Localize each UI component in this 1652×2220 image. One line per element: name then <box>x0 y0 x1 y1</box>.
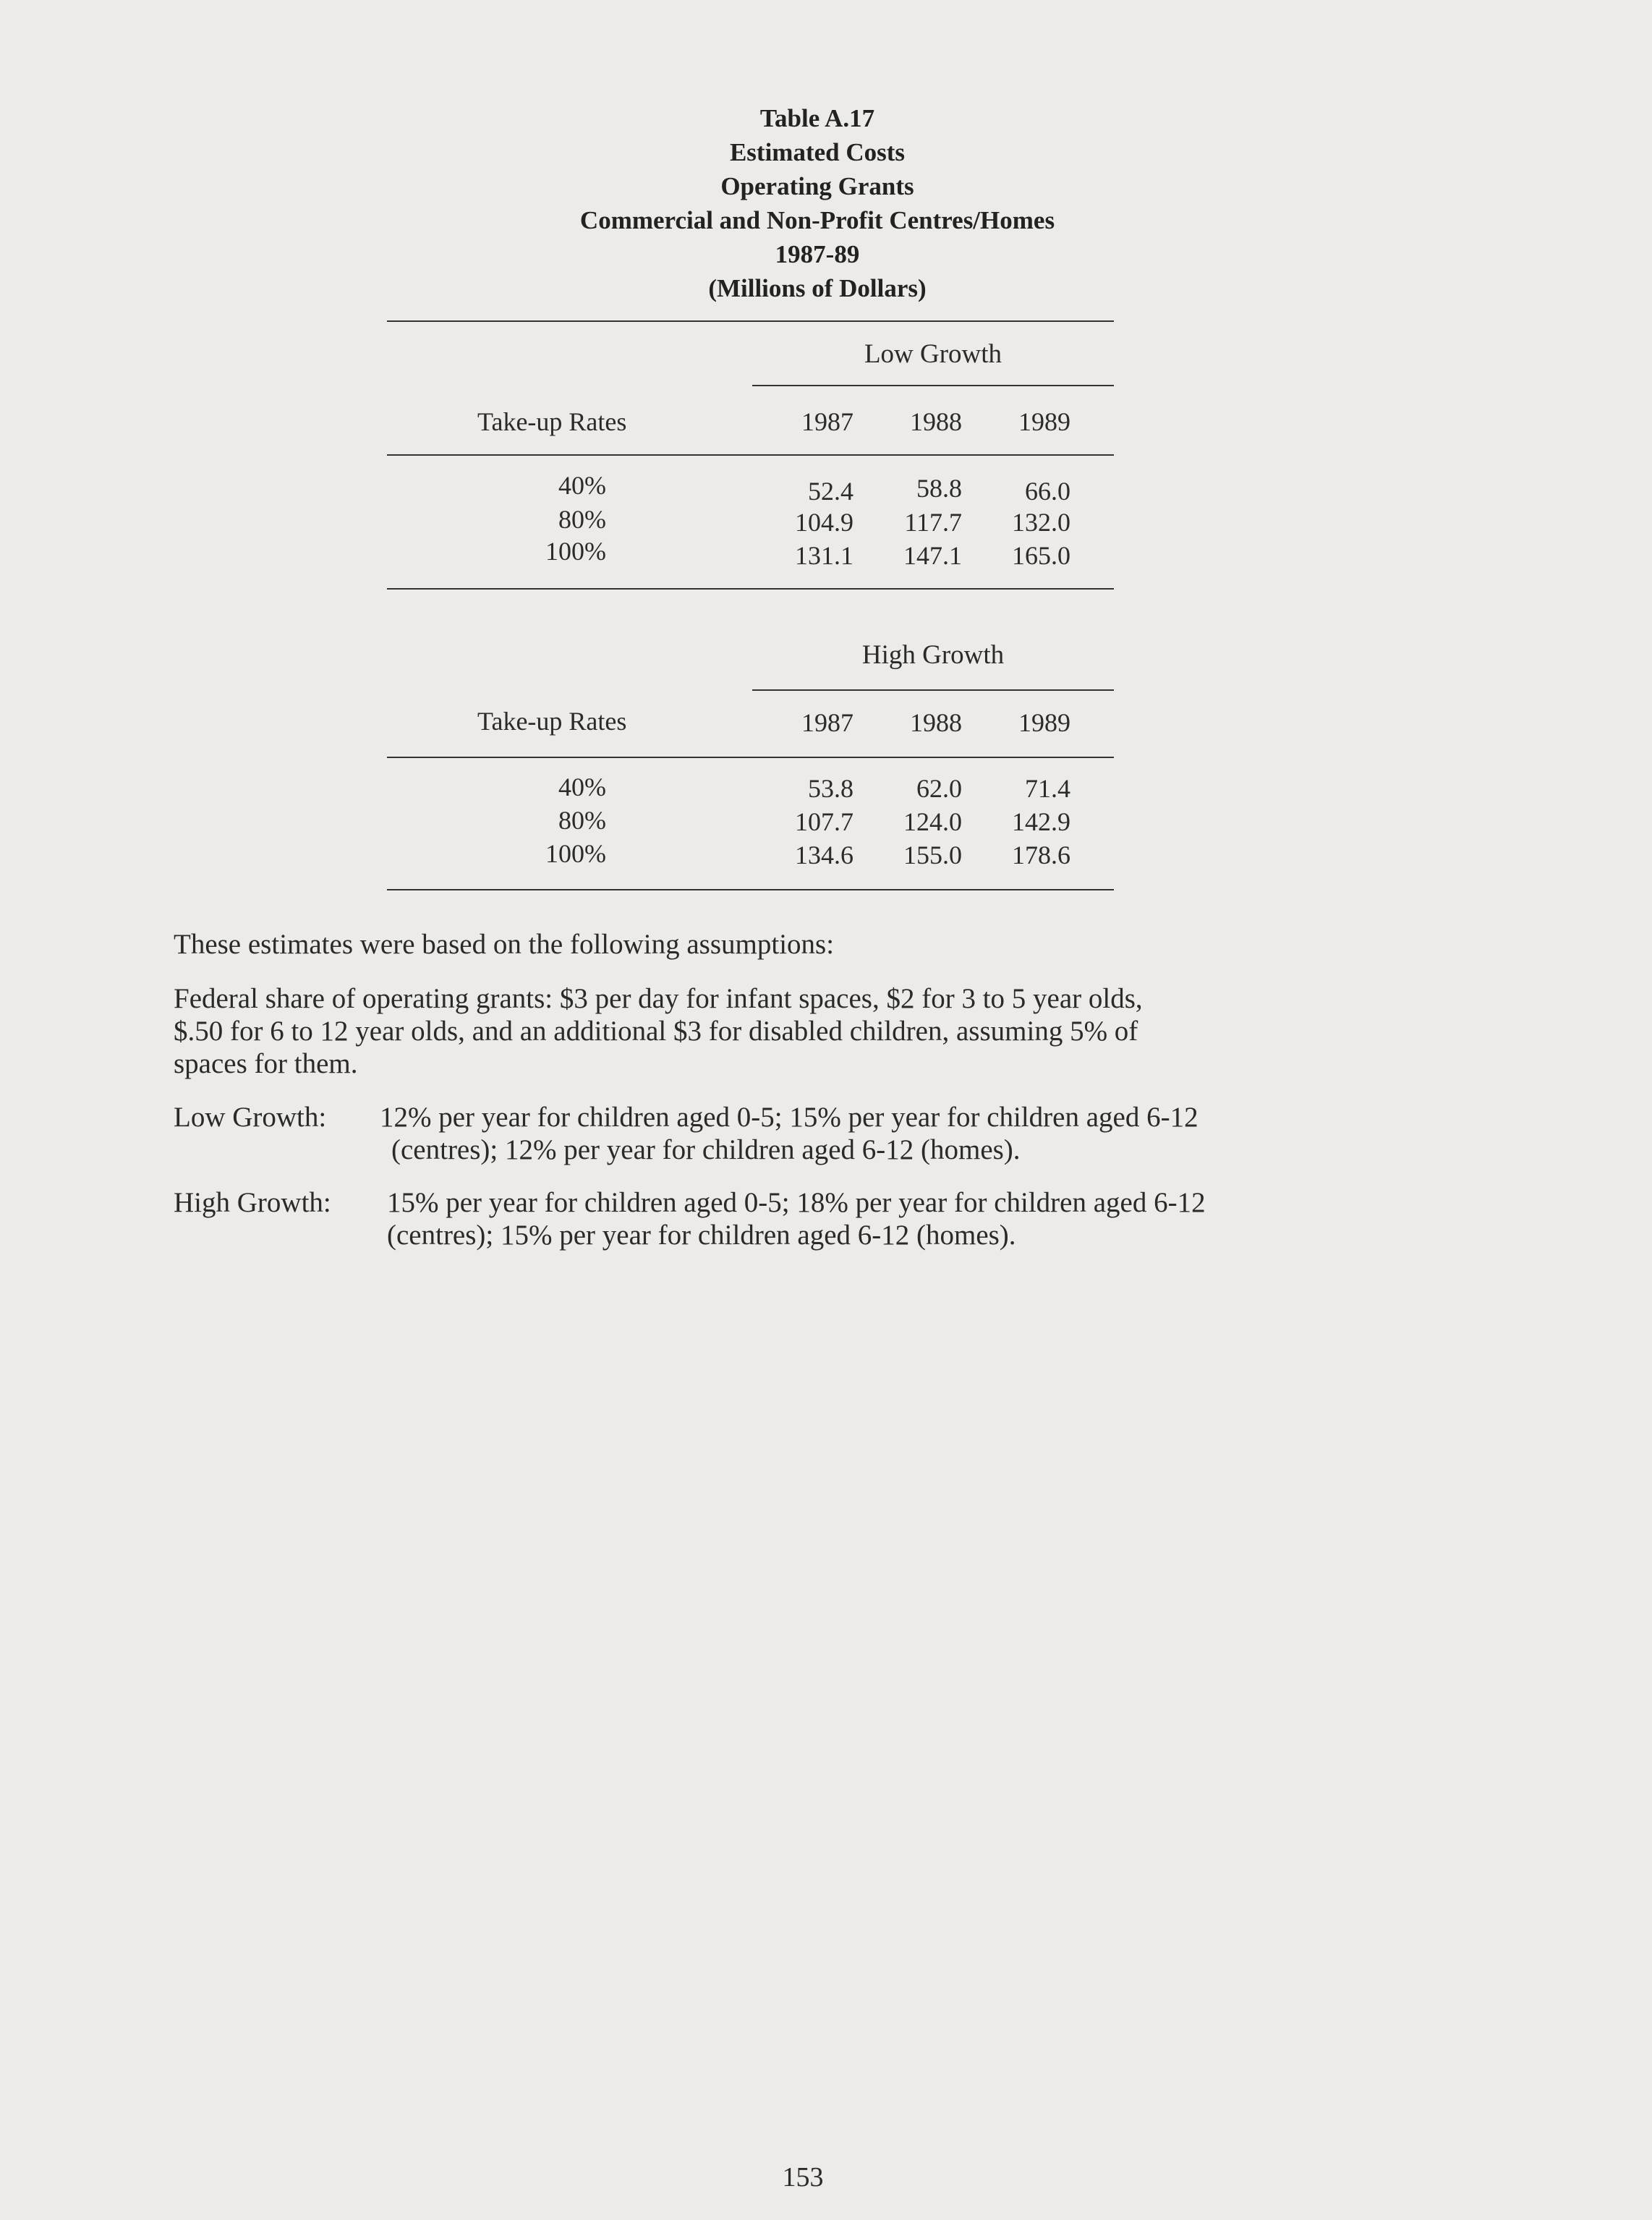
low-growth-100-1988: 147.1 <box>903 541 962 570</box>
low-growth-rate-100: 100% <box>545 537 606 566</box>
low-growth-note-text <box>380 1101 1421 1166</box>
low-growth-header-rule <box>387 454 1114 456</box>
federal-share-note <box>174 982 1414 1080</box>
high-growth-40-1987: 53.8 <box>808 774 853 803</box>
high-growth-note-line-1: 15% per year for children aged 0-5; 18% per year for children aged 6-12 <box>387 1187 1206 1218</box>
low-growth-year-1988: 1988 <box>910 407 962 436</box>
low-growth-rate-80: 80% <box>558 505 606 534</box>
high-growth-40-1988: 62.0 <box>916 774 962 803</box>
table-units: (Millions of Dollars) <box>708 274 927 302</box>
assumptions-intro: These estimates were based on the following assumptions: <box>174 929 835 960</box>
table-top-rule <box>387 320 1114 322</box>
low-growth-note-line-1: 12% per year for children aged 0-5; 15% per year for children aged 6-12 <box>380 1102 1198 1133</box>
low-growth-40-1987: 52.4 <box>808 477 853 506</box>
low-growth-100-1989: 165.0 <box>1012 541 1070 570</box>
high-growth-80-1988: 124.0 <box>903 807 962 836</box>
table-title: Estimated Costs <box>729 138 906 166</box>
high-growth-year-1988: 1988 <box>910 708 962 737</box>
high-growth-span-rule <box>752 689 1114 691</box>
page-number: 153 <box>782 2162 824 2193</box>
high-growth-year-1989: 1989 <box>1018 708 1070 737</box>
high-growth-80-1989: 142.9 <box>1012 807 1070 836</box>
high-growth-header-rule <box>387 757 1114 758</box>
high-growth-rate-80: 80% <box>558 806 606 835</box>
low-growth-year-1987: 1987 <box>801 407 853 436</box>
table-subtitle-scope: Commercial and Non-Profit Centres/Homes <box>579 206 1055 234</box>
high-growth-note-text <box>387 1186 1421 1251</box>
high-growth-label: High Growth <box>861 640 1005 670</box>
high-growth-year-1987: 1987 <box>801 708 853 737</box>
low-growth-year-1989: 1989 <box>1018 407 1070 436</box>
table-title-block <box>391 101 1244 305</box>
table-subtitle: Operating Grants <box>720 172 914 200</box>
high-growth-note-line-2: (centres); 15% per year for children aged 6-12 (homes). <box>387 1220 1016 1251</box>
high-growth-rate-100: 100% <box>545 839 606 868</box>
low-growth-label: Low Growth <box>864 339 1002 369</box>
high-growth-100-1988: 155.0 <box>903 841 962 869</box>
low-growth-span-rule <box>752 385 1114 386</box>
table-period: 1987-89 <box>775 240 860 268</box>
high-growth-80-1987: 107.7 <box>795 807 853 836</box>
low-growth-40-1989: 66.0 <box>1025 477 1070 506</box>
low-growth-80-1987: 104.9 <box>795 508 853 537</box>
low-growth-note-line-2: (centres); 12% per year for children aged 6-12 (homes). <box>391 1134 1021 1165</box>
low-growth-80-1989: 132.0 <box>1012 508 1070 537</box>
high-growth-100-1987: 134.6 <box>795 841 853 869</box>
low-growth-rate-40: 40% <box>558 471 606 500</box>
high-growth-note-label: High Growth: <box>174 1187 331 1218</box>
low-growth-100-1987: 131.1 <box>795 541 853 570</box>
federal-share-line-2: $.50 for 6 to 12 year olds, and an additional $3 for disabled children, assuming 5% of <box>174 1016 1138 1047</box>
table-number: Table A.17 <box>759 104 875 132</box>
low-growth-40-1988: 58.8 <box>916 474 962 503</box>
table-bottom-rule <box>387 889 1114 890</box>
low-growth-bottom-rule <box>387 588 1114 590</box>
high-growth-row-header: Take-up Rates <box>477 707 627 736</box>
low-growth-row-header: Take-up Rates <box>477 407 627 436</box>
low-growth-note-label: Low Growth: <box>174 1102 327 1133</box>
high-growth-40-1989: 71.4 <box>1025 774 1070 803</box>
high-growth-100-1989: 178.6 <box>1012 841 1070 869</box>
federal-share-line-1: Federal share of operating grants: $3 per day for infant spaces, $2 for 3 to 5 year olds, <box>174 983 1143 1014</box>
federal-share-line-3: spaces for them. <box>174 1048 358 1079</box>
low-growth-80-1988: 117.7 <box>904 508 962 537</box>
high-growth-rate-40: 40% <box>558 773 606 801</box>
